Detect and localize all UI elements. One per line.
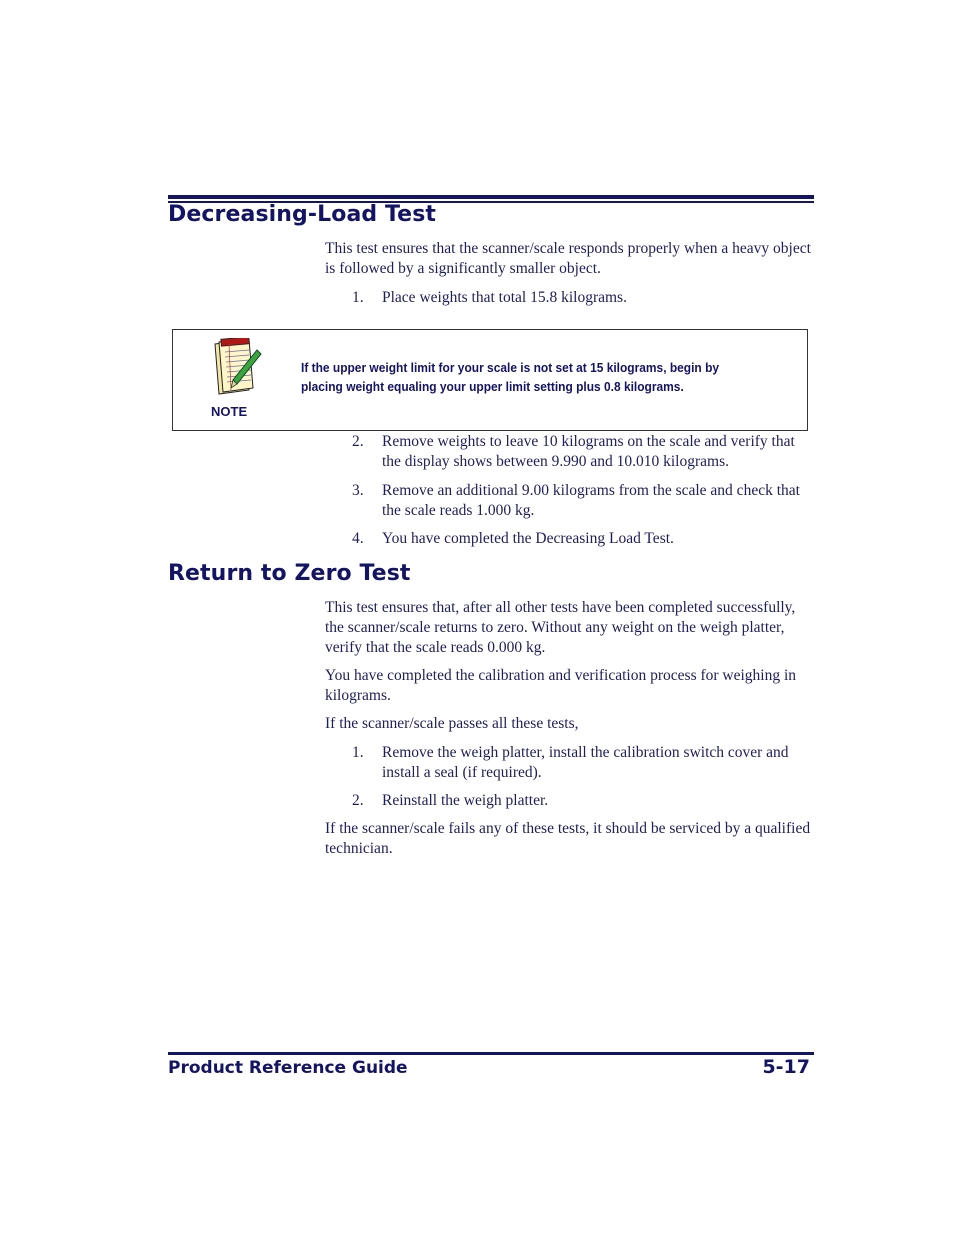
- closing-paragraph: If the scanner/scale fails any of these tests, it should be serviced by a qualified technician.: [325, 820, 811, 857]
- step-number: 1.: [352, 289, 364, 306]
- section-title-return-to-zero: Return to Zero Test: [168, 561, 411, 586]
- section-title-decreasing-load: Decreasing-Load Test: [168, 202, 437, 227]
- step-text: You have completed the Decreasing Load Test.: [382, 530, 674, 547]
- step-number: 2.: [352, 433, 364, 450]
- note-label: NOTE: [211, 404, 248, 419]
- step-number: 4.: [352, 530, 364, 547]
- step-number: 1.: [352, 744, 364, 761]
- step-text: Remove an additional 9.00 kilograms from the scale and check that the scale reads 1.000 kg.: [382, 482, 800, 519]
- step-text: Place weights that total 15.8 kilograms.: [382, 289, 627, 306]
- note-text: If the upper weight limit for your scale is not set at 15 kilograms, begin by placing weight equaling your upper limit setting plus 0.8 kilograms.: [301, 360, 720, 394]
- passes-paragraph: If the scanner/scale passes all these tests,: [325, 715, 579, 732]
- step-text: Remove weights to leave 10 kilograms on the scale and verify that the display shows between 9.990 and 10.010 kilograms.: [382, 433, 795, 470]
- footer-rule: [168, 1052, 814, 1055]
- notepad-pencil-icon: [209, 338, 263, 396]
- footer-page-number: 5-17: [762, 1056, 810, 1078]
- step-text: Remove the weigh platter, install the calibration switch cover and install a seal (if required).: [382, 744, 789, 781]
- return-to-zero-intro: This test ensures that, after all other tests have been completed successfully, the scanner/scale returns to zero. Without any weight on the weigh platter, verify that the scale reads 0.000 kg.: [325, 599, 796, 656]
- decreasing-load-intro: This test ensures that the scanner/scale responds properly when a heavy object is followed by a significantly smaller object.: [325, 240, 811, 277]
- step-number: 3.: [352, 482, 364, 499]
- header-rule-thick: [168, 195, 814, 199]
- note-callout: [172, 329, 808, 431]
- step-text: Reinstall the weigh platter.: [382, 792, 549, 809]
- step-number: 2.: [352, 792, 364, 809]
- footer-guide-title: Product Reference Guide: [168, 1058, 408, 1078]
- completion-paragraph: You have completed the calibration and verification process for weighing in kilograms.: [325, 667, 797, 704]
